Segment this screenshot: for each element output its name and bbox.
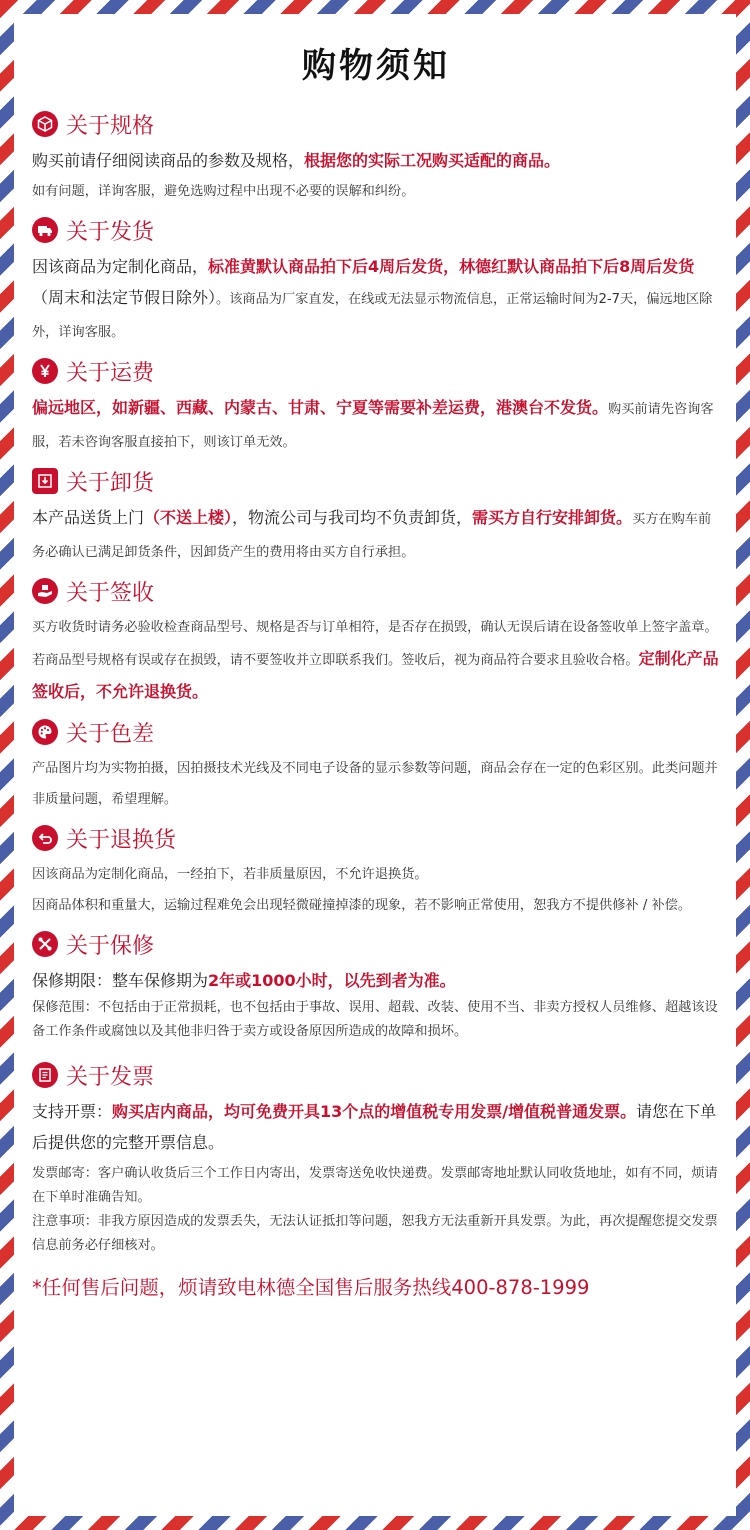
section-title: 关于规格: [66, 113, 155, 139]
note-text: 购买前请先咨询客服，若未咨询客服直接拍下，则该订单无效。: [32, 402, 714, 450]
text: 买方收货时请务必验收检查商品型号、规格是否与订单相符，是否存在损毁，确认无误后请在设备签收单上签字盖章。若商品型号规格有误或存在损毁，请不要签收并立即联系我们。签收后，视为商品符合要求且验收合格。: [32, 620, 718, 668]
section-title: 关于发票: [66, 1064, 155, 1090]
section-text: [32, 502, 720, 568]
hotline-text: *任何售后问题，烦请致电林德全国售后服务热线400-878-1999: [32, 1276, 590, 1299]
text: 因该商品为定制化商品，: [32, 257, 209, 276]
section-note: 注意事项：非我方原因造成的发票丢失，无法认证抵扣等问题，恕我方无法重新开具发票。为此，再次提醒您提交发票信息前务必仔细核对。: [32, 1214, 718, 1253]
invoice-icon: [32, 1062, 58, 1088]
section-title: 关于色差: [66, 721, 155, 747]
section-text: [32, 145, 720, 176]
highlight-text: 标准黄默认商品拍下后4周后发货，林德红默认商品拍下后8周后发货: [208, 257, 695, 276]
section-text: [32, 392, 720, 458]
section-ship: [32, 209, 720, 348]
note-text: 买方在购车前务必确认已满足卸货条件，因卸货产生的费用将由买方自行承担。: [32, 512, 712, 560]
section-header: [32, 923, 720, 965]
section-return: [32, 817, 720, 921]
section-title: 关于保修: [66, 933, 155, 959]
section-note: 如有问题，详询客服，避免选购过程中出现不必要的误解和纠纷。: [32, 184, 415, 199]
highlight-text: 偏远地区，如新疆、西藏、内蒙古、甘肃、宁夏等需要补差运费，港澳台不发货。: [32, 398, 609, 417]
text: 支持开票：: [32, 1102, 113, 1121]
text: 请您在下单后提供您的完整开票信息。: [32, 1102, 717, 1152]
section-text: 因商品体积和重量大，运输过程难免会出现轻微碰撞掉漆的现象，若不影响正常使用，恕我方不提供修补 / 补偿。: [32, 898, 692, 913]
section-warranty: [32, 923, 720, 1044]
section-header: [32, 570, 720, 612]
section-header: [32, 350, 720, 392]
box-icon: [32, 111, 58, 137]
section-header: [32, 209, 720, 251]
note-text: 。该商品为厂家直发，在线或无法显示物流信息，正常运输时间为2-7天，偏远地区除外，详询客服。: [32, 292, 713, 340]
section-freight: [32, 350, 720, 458]
section-color: [32, 711, 720, 815]
tools-icon: [32, 931, 58, 957]
section-text: 产品图片均为实物拍摄，因拍摄技术光线及不同电子设备的显示参数等问题，商品会存在一定的色彩区别。此类问题并非质量问题，希望理解。: [32, 761, 718, 807]
highlight-text: 需买方自行安排卸货。: [472, 508, 633, 527]
section-note: 保修范围：不包括由于正常损耗，也不包括由于事故、误用、超载、改装、使用不当、非卖方授权人员维修、超越该设备工作条件或腐蚀以及其他非归咎于卖方或设备原因所造成的故障和损坏。: [32, 1000, 718, 1039]
text: （周末和法定节假日除外）: [32, 288, 217, 307]
notice-card: [14, 14, 736, 1516]
unload-icon: [32, 468, 58, 494]
section-header: [32, 711, 720, 753]
section-spec: [32, 103, 720, 207]
highlight-text: 购买店内商品，均可免费开具13个点的增值税专用发票/增值税普通发票。: [112, 1102, 637, 1121]
section-note: 发票邮寄：客户确认收货后三个工作日内寄出，发票寄送免收快递费。发票邮寄地址默认同收货地址，如有不同，烦请在下单时准确告知。: [32, 1166, 718, 1205]
section-title: 关于卸货: [66, 470, 155, 496]
yen-icon: [32, 358, 58, 384]
section-header: [32, 817, 720, 859]
highlight-text: 根据您的实际工况购买适配的商品。: [304, 151, 561, 170]
section-unload: [32, 460, 720, 568]
hand-icon: [32, 578, 58, 604]
section-text: [32, 612, 720, 709]
section-invoice: [32, 1054, 720, 1258]
text: 保修期限：整车保修期为: [32, 971, 209, 990]
section-text: [32, 965, 720, 996]
text: ，物流公司与我司均不负责卸货，: [232, 508, 473, 527]
section-text: [32, 1096, 720, 1158]
palette-icon: [32, 719, 58, 745]
section-header: [32, 103, 720, 145]
section-header: [32, 1054, 720, 1096]
return-icon: [32, 825, 58, 851]
text: 购买前请仔细阅读商品的参数及规格，: [32, 151, 305, 170]
section-title: 关于运费: [66, 360, 155, 386]
highlight-text: （不送上楼）: [144, 508, 233, 527]
highlight-text: 2年或1000小时，以先到者为准。: [208, 971, 456, 990]
section-sign: [32, 570, 720, 709]
section-title: 关于签收: [66, 580, 155, 606]
section-text: 因该商品为定制化商品，一经拍下，若非质量原因，不允许退换货。: [32, 867, 428, 882]
section-title: 关于发货: [66, 219, 155, 245]
page-title: 购物须知: [302, 46, 450, 86]
highlight-text: 定制化产品签收后，不允许退换货。: [32, 649, 719, 701]
text: 本产品送货上门: [32, 508, 145, 527]
section-header: [32, 460, 720, 502]
section-text: [32, 251, 720, 348]
truck-icon: [32, 217, 58, 243]
section-title: 关于退换货: [66, 827, 177, 853]
